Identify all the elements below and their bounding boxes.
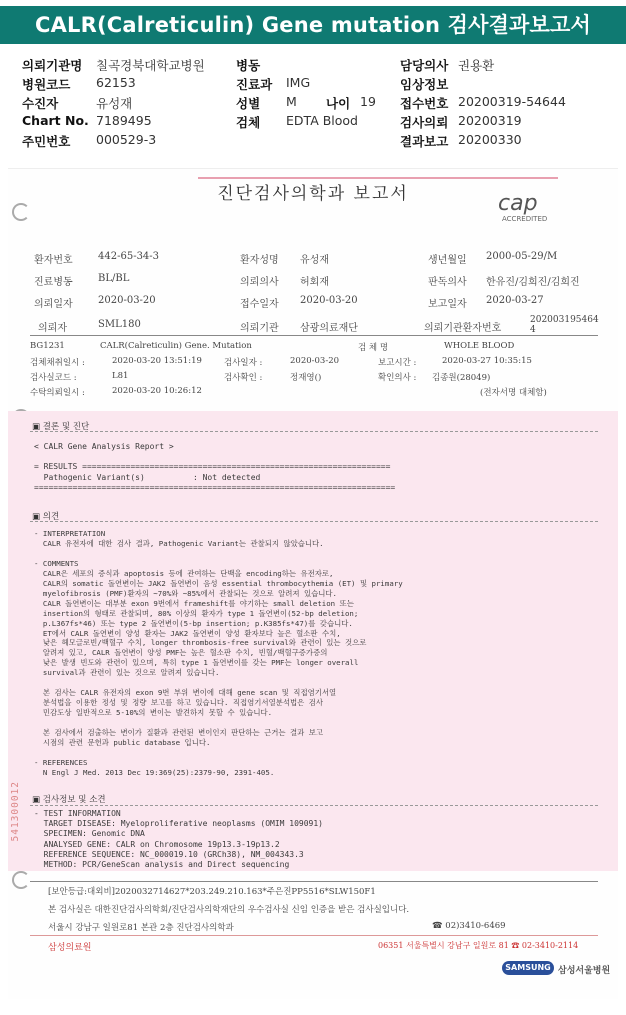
verify-label: 확인의사 : (378, 373, 417, 383)
info-label: 의뢰기관 (240, 323, 279, 334)
test-info-block: - TEST INFORMATION TARGET DISEASE: Myeloproliferative neoplasms (OMIM 109091) SPECIMEN: Genomic DNA ANALYSED GENE: CALR on Chromosome 19p13.3-19p13.2 REFERENCE SEQUENCE: NC_000019.10 (GRCh38), NM_004343.3 METHOD: PCR/GeneScan analysis and Direct sequencing (34, 809, 323, 870)
header-label: 성별 (236, 96, 261, 111)
info-value: 202003195464 (530, 315, 599, 325)
verify-value: 김종원(28049) (432, 373, 491, 383)
test-date-label: 검사일자 : (224, 358, 263, 368)
header-label: 검체 (236, 115, 261, 130)
header-value: 권용환 (458, 58, 495, 73)
header-value: 칠곡경북대학교병원 (96, 58, 205, 73)
header-value: 000529-3 (96, 132, 157, 147)
binder-hole-icon (12, 871, 30, 889)
samsung-hospital-logo: 삼성서울병원 (558, 966, 611, 976)
section-test-info: ▣ 검사정보 및 소견 (32, 795, 106, 805)
header-label: 접수번호 (400, 96, 449, 111)
info-value: BL/BL (98, 273, 130, 284)
receipt-value: 2020-03-20 10:26:12 (112, 386, 202, 396)
info-value: 2020-03-20 (300, 295, 358, 306)
esign-note: (전자서명 대체함) (480, 388, 547, 398)
age-value: 19 (360, 94, 376, 109)
info-label: 환자번호 (34, 255, 73, 266)
test-date-value: 2020-03-20 (290, 356, 340, 366)
info-label: 의뢰자 (38, 323, 67, 334)
info-value: 허회재 (300, 277, 329, 288)
age-label: 나이 (326, 96, 351, 111)
info-value: 442-65-34-3 (98, 251, 160, 262)
header-label: 병동 (236, 58, 261, 73)
header-label: Chart No. (22, 113, 89, 128)
info-label: 의뢰일자 (34, 299, 73, 310)
info-label: 환자성명 (240, 255, 279, 266)
divider (30, 335, 598, 336)
header-value: 20200319-54644 (458, 94, 566, 109)
divider (30, 521, 598, 522)
info-value: 2020-03-20 (98, 295, 156, 306)
hospital-address: 06351 서울특별시 강남구 일원로 81 ☎ 02-3410-2114 (378, 941, 579, 950)
header-value: 62153 (96, 75, 136, 90)
info-value: 유성재 (300, 255, 329, 266)
request-header (0, 52, 626, 152)
header-value: EDTA Blood (286, 113, 358, 128)
header-label: 병원코드 (22, 77, 71, 92)
collect-label: 검체채취일시 : (30, 358, 85, 368)
scan-report-title: 진단검사의학과 보고서 (217, 184, 409, 204)
info-value: 2000-05-29/M (486, 251, 558, 262)
address-line: 서울시 강남구 일원로81 본관 2층 진단검사의학과 (48, 923, 234, 933)
receipt-label: 수탁의뢰일시 : (30, 388, 85, 398)
header-value: 7189495 (96, 113, 152, 128)
test-name: CALR(Calreticulin) Gene. Mutation (100, 341, 252, 351)
report-time-label: 보고시간 : (378, 358, 417, 368)
divider (30, 431, 598, 432)
opinion-block: - INTERPRETATION CALR 유전자에 대한 검사 결과, Pathogenic Variant는 관찰되지 않았습니다. - COMMENTS CALR은 세포의 증식과 apoptosis 등에 관여하는 단백을 encoding하는 유전자로, CALR의 somatic 돌연변이는 JAK2 돌연변이 음성 essential thrombocythemia (ET) 및 primary myelofibrosis (PMF)환자의 ~70%와 ~85%에서 관찰되는 것으로 알려져 있습니다. CALR 돌연변이는 대부분 exon 9번에서 frameshift를 야기하는 small deletion 또는 insertion의 형태로 관찰되며, 80% 이상의 환자가 type 1 돌연변이(52-bp deletion; p.L367fs*46) 또는 type 2 돌연변이(5-bp insertion; p.K385fs*47)를 갖습니다. ET에서 CALR 돌연변이 양성 환자는 JAK2 돌연변이 양성 환자보다 높은 혈소판 수치, 낮은 헤모글로빈/백혈구 수치, longer thrombosis-free survival와 관련이 있는 것으로 알려져 있고, CALR 돌연변이 양성 PMF는 높은 혈소판 수치, 빈혈/백혈구증가증의 낮은 발생 빈도와 관련이 있으며, 특히 type 1 돌연변이를 갖는 PMF는 longer overall survival과 관련이 있는 것으로 알려져 있습니다. 본 검사는 CALR 유전자의 exon 9번 부위 변이에 대해 gene scan 및 직접염기서열 분석법을 이용한 정성 및 정량 보고를 하고 있습니다. 직접염기서열분석법은 검사 민감도상 일반적으로 5-10%의 변이는 발견하지 못할 수 있습니다. 본 검사에서 검출하는 변이가 질환과 관련된 변이인지 판단하는 근거는 결과 보고 시점의 관련 문헌과 public database 입니다. - REFERENCES N Engl J Med. 2013 Dec 19:369(25):2379-90, 2391-405. (34, 529, 403, 777)
confirm-value: 정재영() (290, 373, 322, 383)
info-label: 의뢰의사 (240, 277, 279, 288)
specimen-label: 검 체 명 (358, 343, 389, 353)
cap-logo-text: cap (498, 191, 538, 216)
info-label: 진료병동 (34, 277, 73, 288)
header-label: 담당의사 (400, 58, 449, 73)
divider (30, 881, 598, 882)
header-value: 유성재 (96, 96, 133, 111)
header-value: 20200330 (458, 132, 522, 147)
divider (30, 935, 598, 936)
header-label: 임상정보 (400, 77, 449, 92)
side-serial: 541300012 (10, 781, 21, 842)
info-label: 접수일자 (240, 299, 279, 310)
report-time-value: 2020-03-27 10:35:15 (442, 356, 532, 366)
info-label: 판독의사 (428, 277, 467, 288)
header-label: 진료과 (236, 77, 273, 92)
info-label: 보고일자 (428, 299, 467, 310)
collect-value: 2020-03-20 13:51:19 (112, 356, 202, 366)
section-conclusion: ▣ 결론 및 진단 (32, 422, 90, 432)
confirm-label: 검사확인 : (224, 373, 263, 383)
certification-line: 본 검사실은 대한진단검사의학회/진단검사의학재단의 우수검사실 신임 인증을 받은 검사실입니다. (48, 905, 410, 915)
header-value: IMG (286, 75, 311, 90)
header-label: 수진자 (22, 96, 59, 111)
header-value: 20200319 (458, 113, 522, 128)
info-value: 한유진/김희진/김희진 (486, 277, 580, 288)
divider (30, 805, 598, 806)
result-block: < CALR Gene Analysis Report > = RESULTS ================================================================ Pathogenic Variant(s) : Not detected =========================================================================== (34, 442, 396, 492)
info-value: SML180 (98, 319, 141, 330)
header-label: 검사의뢰 (400, 115, 449, 130)
header-value: M (286, 94, 297, 109)
scanned-report (8, 168, 618, 999)
lab-code-label: 검사실코드 : (30, 373, 77, 383)
info-value: 2020-03-27 (486, 295, 544, 306)
hospital-name: 삼성의료원 (48, 943, 92, 953)
cap-logo-sub: ACCREDITED (502, 215, 548, 223)
info-value-extra: 4 (530, 325, 536, 335)
samsung-logo: SAMSUNG (502, 961, 554, 975)
phone-line: ☎ 02)3410-6469 (432, 921, 506, 931)
header-label: 주민번호 (22, 134, 71, 149)
test-code: BG1231 (30, 341, 65, 351)
specimen-value: WHOLE BLOOD (444, 341, 515, 351)
security-line: [보안등급:대외비]2020032714627*203.249.210.163*주은진PP5516*SLW150F1 (48, 887, 376, 897)
header-label: 의뢰기관명 (22, 58, 83, 73)
binder-hole-icon (12, 203, 30, 221)
header-label: 결과보고 (400, 134, 449, 149)
info-value: 삼광의료재단 (300, 323, 358, 334)
info-label: 생년월일 (428, 255, 467, 266)
cap-accredited-logo (498, 191, 588, 225)
info-label: 의뢰기관환자번호 (424, 323, 502, 334)
report-title: CALR(Calreticulin) Gene mutation 검사결과보고서 (0, 6, 626, 44)
lab-code-value: L81 (112, 371, 129, 381)
section-opinion: ▣ 의견 (32, 512, 60, 522)
